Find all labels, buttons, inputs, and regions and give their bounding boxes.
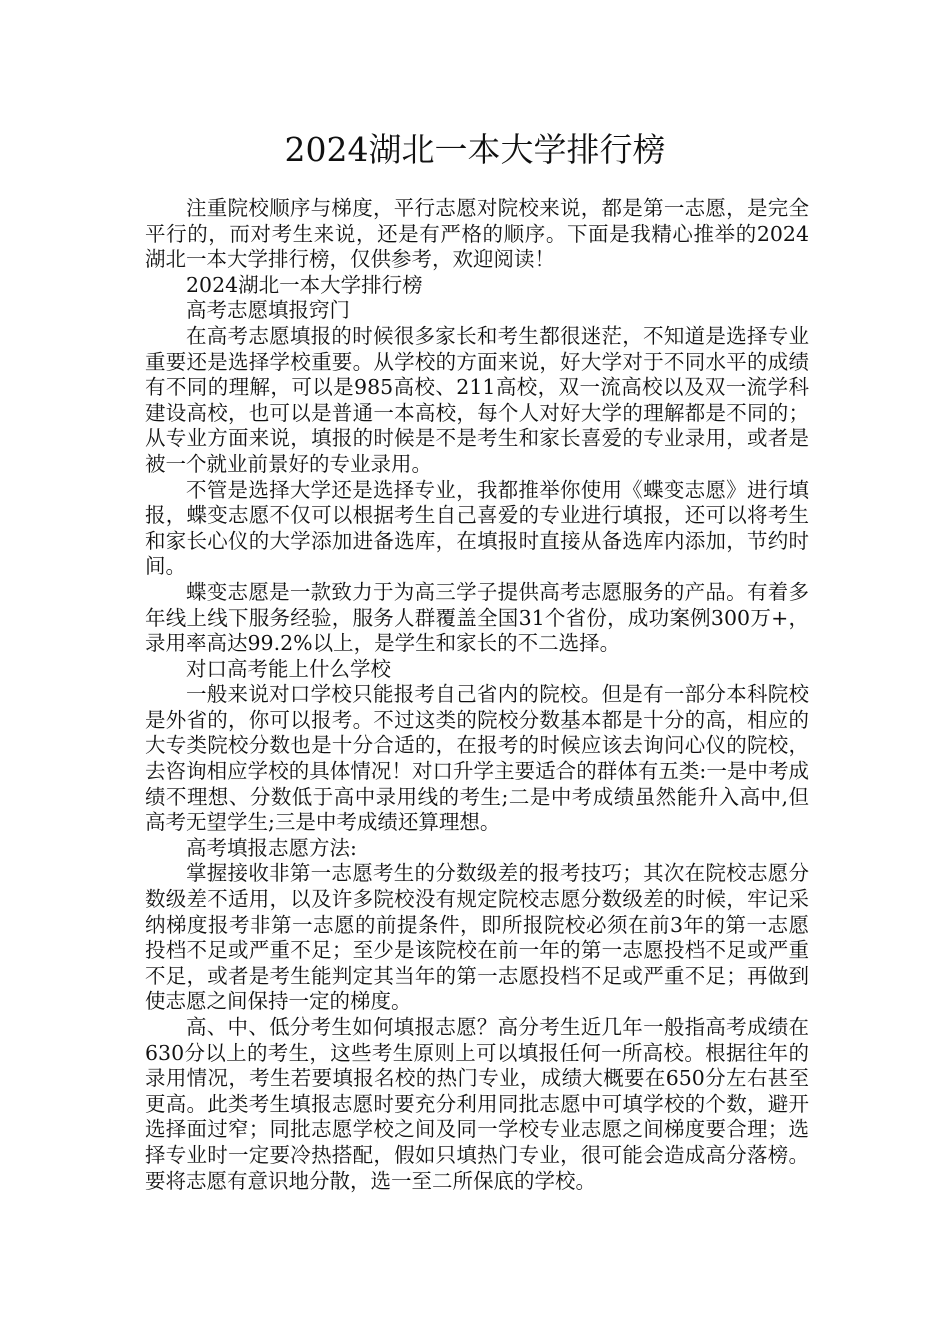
section-heading: 高考填报志愿方法: (186, 835, 357, 860)
body-paragraph: 不管是选择大学还是选择专业，我都推举你使用《蝶变志愿》进行填报，蝶变志愿不仅可以根据考生自己喜爱的专业进行填报，还可以将考生和家长心仪的大学添加进备选库，在填报时直接从备选库内添加，节约时间。 (145, 477, 809, 579)
document-title: 2024湖北一本大学排行榜 (284, 130, 666, 169)
body-paragraph: 掌握接收非第一志愿考生的分数级差的报考技巧；其次在院校志愿分数级差不适用，以及许多院校没有规定院校志愿分数级差的时候，牢记采纳梯度报考非第一志愿的前提条件，即所报院校必须在前3年的第一志愿投档不足或严重不足；至少是该院校在前一年的第一志愿投档不足或严重不足，或者是考生能判定其当年的第一志愿投档不足或严重不足；再做到使志愿之间保持一定的梯度。 (145, 861, 809, 1014)
section-heading: 对口高考能上什么学校 (186, 656, 391, 681)
body-paragraph: 在高考志愿填报的时候很多家长和考生都很迷茫，不知道是选择专业重要还是选择学校重要。从学校的方面来说，好大学对于不同水平的成绩有不同的理解，可以是985高校、211高校，双一流高校以及双一流学科建设高校，也可以是普通一本高校，每个人对好大学的理解都是不同的；从专业方面来说，填报的时候是不是考生和家长喜爱的专业录用，或者是被一个就业前景好的专业录用。 (145, 323, 809, 476)
body-paragraph: 高、中、低分考生如何填报志愿？高分考生近几年一般指高考成绩在630分以上的考生，这些考生原则上可以填报任何一所高校。根据往年的录用情况，考生若要填报名校的热门专业，成绩大概要在650分左右甚至更高。此类考生填报志愿时要充分利用同批志愿中可填学校的个数，避开选择面过窄；同批志愿学校之间及同一学校专业志愿之间梯度要合理；选择专业时一定要冷热搭配，假如只填热门专业，很可能会造成高分落榜。要将志愿有意识地分散，选一至二所保底的学校。 (145, 1015, 809, 1193)
document-body (145, 196, 809, 1194)
intro-paragraph: 注重院校顺序与梯度，平行志愿对院校来说，都是第一志愿，是完全平行的，而对考生来说，还是有严格的顺序。下面是我精心推举的2024湖北一本大学排行榜，仅供参考，欢迎阅读！ (145, 196, 809, 272)
section-heading: 高考志愿填报窍门 (186, 298, 350, 323)
body-paragraph: 蝶变志愿是一款致力于为高三学子提供高考志愿服务的产品。有着多年线上线下服务经验，服务人群覆盖全国31个省份，成功案例300万+，录用率高达99.2%以上，是学生和家长的不二选择。 (145, 579, 809, 656)
body-paragraph: 一般来说对口学校只能报考自己省内的院校。但是有一部分本科院校是外省的，你可以报考。不过这类的院校分数基本都是十分的高，相应的大专类院校分数也是十分合适的，在报考的时候应该去询问心仪的院校，去咨询相应学校的具体情况！对口升学主要适合的群体有五类:一是中考成绩不理想、分数低于高中录用线的考生;二是中考成绩虽然能升入高中,但高考无望学生;三是中考成绩还算理想。 (145, 682, 809, 835)
section-heading: 2024湖北一本大学排行榜 (186, 272, 423, 297)
